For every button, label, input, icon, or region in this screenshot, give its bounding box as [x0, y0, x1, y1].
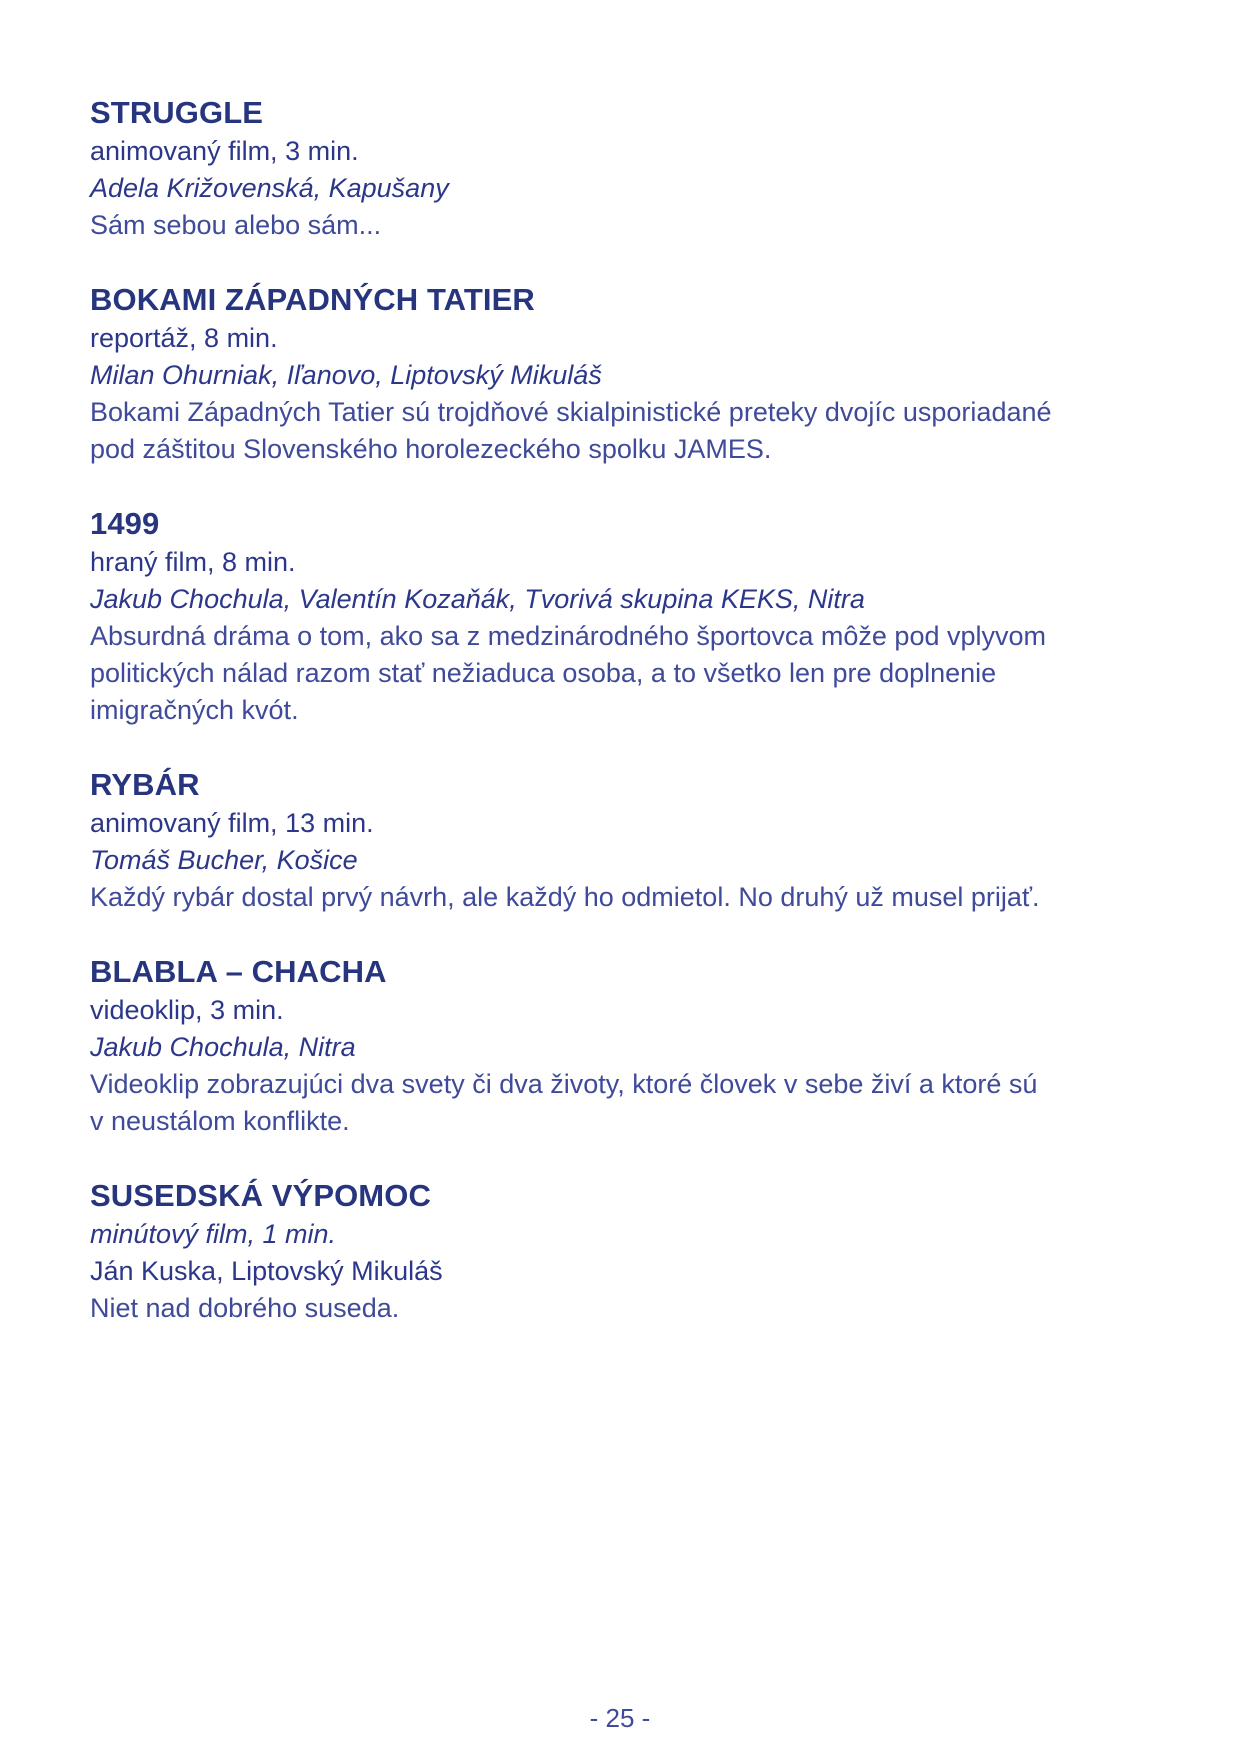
film-entry — [90, 951, 1150, 1140]
film-entry — [90, 764, 1150, 916]
film-authors: Jakub Chochula, Nitra — [90, 1032, 356, 1062]
film-description: Každý rybár dostal prvý návrh, ale každý ho odmietol. No druhý už musel prijať. — [90, 882, 1040, 912]
film-authors: Ján Kuska, Liptovský Mikuláš — [90, 1256, 443, 1286]
film-type: animovaný film, 13 min. — [90, 808, 374, 838]
film-title: BLABLA – CHACHA — [90, 954, 387, 989]
film-type: videoklip, 3 min. — [90, 995, 284, 1025]
film-type: hraný film, 8 min. — [90, 547, 296, 577]
film-description-line: Bokami Západných Tatier sú trojdňové skialpinistické preteky dvojíc usporiadané — [90, 397, 1052, 427]
film-authors: Milan Ohurniak, Iľanovo, Liptovský Mikuláš — [90, 360, 602, 390]
film-entry — [90, 1175, 1150, 1327]
film-title: BOKAMI ZÁPADNÝCH TATIER — [90, 282, 535, 317]
film-description-line: politických nálad razom stať nežiaduca osoba, a to všetko len pre doplnenie — [90, 658, 997, 688]
film-description-line: Videoklip zobrazujúci dva svety či dva životy, ktoré človek v sebe živí a ktoré sú — [90, 1069, 1038, 1099]
film-description-line: Absurdná dráma o tom, ako sa z medzinárodného športovca môže pod vplyvom — [90, 621, 1046, 651]
film-entry — [90, 279, 1150, 468]
film-entry — [90, 503, 1150, 729]
page-number: - 25 - — [589, 1703, 651, 1733]
film-authors: Adela Križovenská, Kapušany — [90, 173, 449, 203]
film-entry — [90, 92, 1150, 244]
film-description: Sám sebou alebo sám... — [90, 210, 382, 240]
film-description-line: v neustálom konflikte. — [90, 1106, 350, 1136]
film-title: SUSEDSKÁ VÝPOMOC — [90, 1178, 431, 1213]
film-type: reportáž, 8 min. — [90, 323, 278, 353]
film-title: RYBÁR — [90, 767, 200, 802]
film-type: animovaný film, 3 min. — [90, 136, 359, 166]
film-title: 1499 — [90, 506, 160, 541]
film-description-line: imigračných kvót. — [90, 695, 299, 725]
film-authors: Tomáš Bucher, Košice — [90, 845, 358, 875]
film-authors: Jakub Chochula, Valentín Kozaňák, Tvorivá skupina KEKS, Nitra — [90, 584, 865, 614]
film-title: STRUGGLE — [90, 95, 264, 130]
film-description-line: pod záštitou Slovenského horolezeckého spolku JAMES. — [90, 434, 772, 464]
film-catalog-page — [90, 92, 1150, 1362]
film-description: Niet nad dobrého suseda. — [90, 1293, 400, 1323]
film-type: minútový film, 1 min. — [90, 1219, 337, 1249]
